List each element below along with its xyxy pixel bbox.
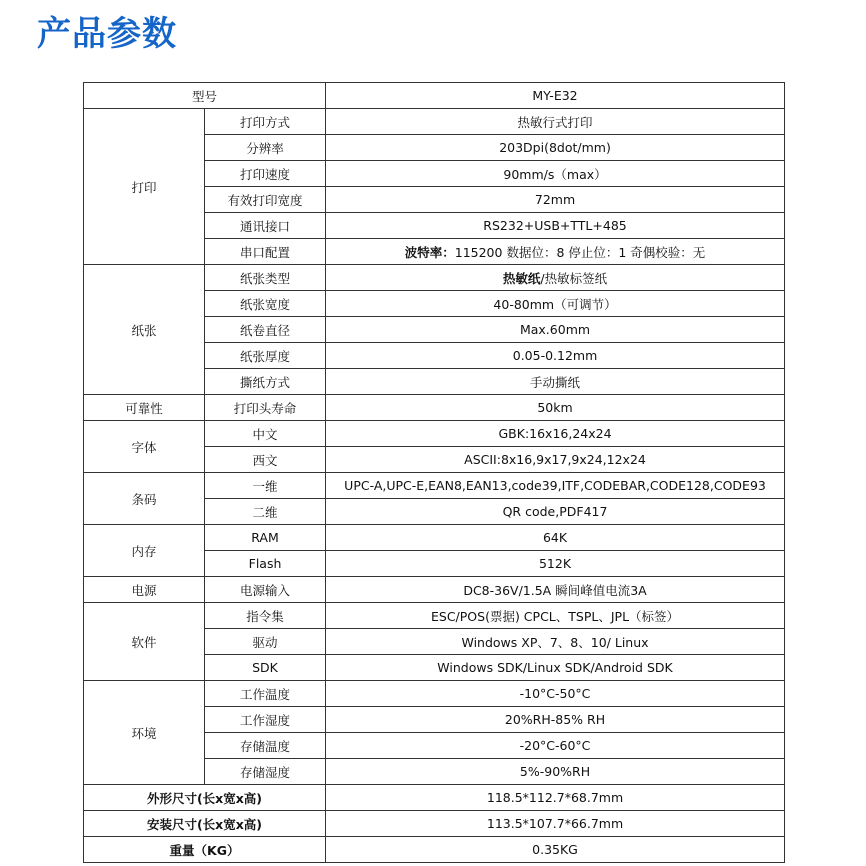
spec-row — [84, 525, 785, 551]
spec-row — [84, 473, 785, 499]
category-cell: 可靠性 — [84, 395, 205, 421]
category-cell: 环境 — [84, 681, 205, 785]
param-value — [326, 291, 785, 317]
param-label: 电源输入 — [205, 577, 326, 603]
param-value-text: /热敏标签纸 — [540, 270, 608, 286]
param-value-text: 5%-90%RH — [519, 764, 591, 779]
param-value-emphasis: 热敏纸 — [502, 270, 541, 286]
dimension-row — [84, 785, 785, 811]
param-label: 一维 — [205, 473, 326, 499]
param-label: 中文 — [205, 421, 326, 447]
param-value-emphasis: 波特率： — [404, 244, 455, 260]
param-label: 串口配置 — [205, 239, 326, 265]
model-value: MY-E32 — [326, 83, 785, 109]
param-value — [326, 395, 785, 421]
category-cell: 纸张 — [84, 265, 205, 395]
param-value-text: GBK:16x16,24x24 — [498, 426, 612, 441]
category-cell: 软件 — [84, 603, 205, 681]
category-cell: 电源 — [84, 577, 205, 603]
dimension-label: 重量（KG） — [84, 837, 326, 863]
param-value — [326, 421, 785, 447]
param-value-text: 115200 数据位：8 停止位：1 奇偶校验：无 — [454, 244, 706, 260]
param-label: 二维 — [205, 499, 326, 525]
dimension-label: 安装尺寸(长x宽x高) — [84, 811, 326, 837]
category-cell: 字体 — [84, 421, 205, 473]
param-label: RAM — [205, 525, 326, 551]
param-value — [326, 551, 785, 577]
param-value-text: 90mm/s（max） — [503, 166, 607, 182]
param-value-text: -20°C-60°C — [519, 738, 591, 753]
param-value — [326, 447, 785, 473]
param-label: 通讯接口 — [205, 213, 326, 239]
param-value-text: ESC/POS(票据) CPCL、TSPL、JPL（标签） — [431, 608, 680, 624]
spec-row — [84, 109, 785, 135]
param-label: 西文 — [205, 447, 326, 473]
param-value — [326, 109, 785, 135]
spec-row — [84, 421, 785, 447]
category-cell: 打印 — [84, 109, 205, 265]
param-value-text: DC8-36V/1.5A 瞬间峰值电流3A — [463, 582, 647, 598]
spec-row — [84, 681, 785, 707]
param-value — [326, 655, 785, 681]
param-value-text: 0.05-0.12mm — [512, 348, 598, 363]
category-cell: 条码 — [84, 473, 205, 525]
param-value — [326, 733, 785, 759]
param-label: 存储温度 — [205, 733, 326, 759]
param-value-text: 72mm — [534, 192, 576, 207]
dimension-row — [84, 837, 785, 863]
param-label: 驱动 — [205, 629, 326, 655]
param-value — [326, 707, 785, 733]
dimension-value: 113.5*107.7*66.7mm — [326, 811, 785, 837]
param-value — [326, 499, 785, 525]
param-value-text: Max.60mm — [519, 322, 591, 337]
spec-table — [83, 82, 785, 863]
param-value — [326, 759, 785, 785]
param-label: 纸张宽度 — [205, 291, 326, 317]
param-label: 有效打印宽度 — [205, 187, 326, 213]
param-label: SDK — [205, 655, 326, 681]
spec-row — [84, 265, 785, 291]
param-value — [326, 473, 785, 499]
param-value — [326, 135, 785, 161]
param-label: 打印方式 — [205, 109, 326, 135]
model-row — [84, 83, 785, 109]
param-label: Flash — [205, 551, 326, 577]
param-value — [326, 577, 785, 603]
param-label: 打印头寿命 — [205, 395, 326, 421]
param-value-text: Windows XP、7、8、10/ Linux — [461, 634, 649, 650]
param-label: 指令集 — [205, 603, 326, 629]
dimension-value: 118.5*112.7*68.7mm — [326, 785, 785, 811]
param-value-text: 手动撕纸 — [530, 374, 581, 390]
param-label: 存储湿度 — [205, 759, 326, 785]
param-label: 撕纸方式 — [205, 369, 326, 395]
param-label: 纸张类型 — [205, 265, 326, 291]
param-value-text: 64K — [542, 530, 568, 545]
param-value-text: QR code,PDF417 — [502, 504, 608, 519]
param-value-text: UPC-A,UPC-E,EAN8,EAN13,code39,ITF,CODEBAR,CODE128,CODE93 — [344, 478, 766, 493]
param-value-text: ASCII:8x16,9x17,9x24,12x24 — [464, 452, 646, 467]
spec-row — [84, 577, 785, 603]
param-value-text: 热敏行式打印 — [517, 114, 593, 130]
spec-row — [84, 603, 785, 629]
param-value-text: 50km — [537, 400, 573, 415]
spec-row — [84, 395, 785, 421]
dimension-row — [84, 811, 785, 837]
param-value-text: Windows SDK/Linux SDK/Android SDK — [437, 660, 673, 675]
dimension-label: 外形尺寸(长x宽x高) — [84, 785, 326, 811]
model-label: 型号 — [84, 83, 326, 109]
param-label: 纸张厚度 — [205, 343, 326, 369]
param-value — [326, 343, 785, 369]
param-value-text: -10°C-50°C — [519, 686, 591, 701]
param-label: 分辨率 — [205, 135, 326, 161]
param-value-text: 20%RH-85% RH — [504, 712, 606, 727]
param-value — [326, 265, 785, 291]
param-value-text: RS232+USB+TTL+485 — [483, 218, 627, 233]
param-value — [326, 681, 785, 707]
param-value — [326, 629, 785, 655]
param-value — [326, 161, 785, 187]
param-value-text: 40-80mm（可调节） — [493, 296, 617, 312]
param-value-text: 203Dpi(8dot/mm) — [499, 140, 611, 155]
param-value — [326, 525, 785, 551]
dimension-value: 0.35KG — [326, 837, 785, 863]
param-label: 纸卷直径 — [205, 317, 326, 343]
category-cell: 内存 — [84, 525, 205, 577]
param-value — [326, 369, 785, 395]
param-label: 工作温度 — [205, 681, 326, 707]
param-value — [326, 239, 785, 265]
page-title: 产品参数 — [37, 14, 177, 54]
param-label: 打印速度 — [205, 161, 326, 187]
param-value-text: 512K — [538, 556, 572, 571]
param-value — [326, 603, 785, 629]
param-value — [326, 187, 785, 213]
param-value — [326, 317, 785, 343]
param-label: 工作湿度 — [205, 707, 326, 733]
param-value — [326, 213, 785, 239]
